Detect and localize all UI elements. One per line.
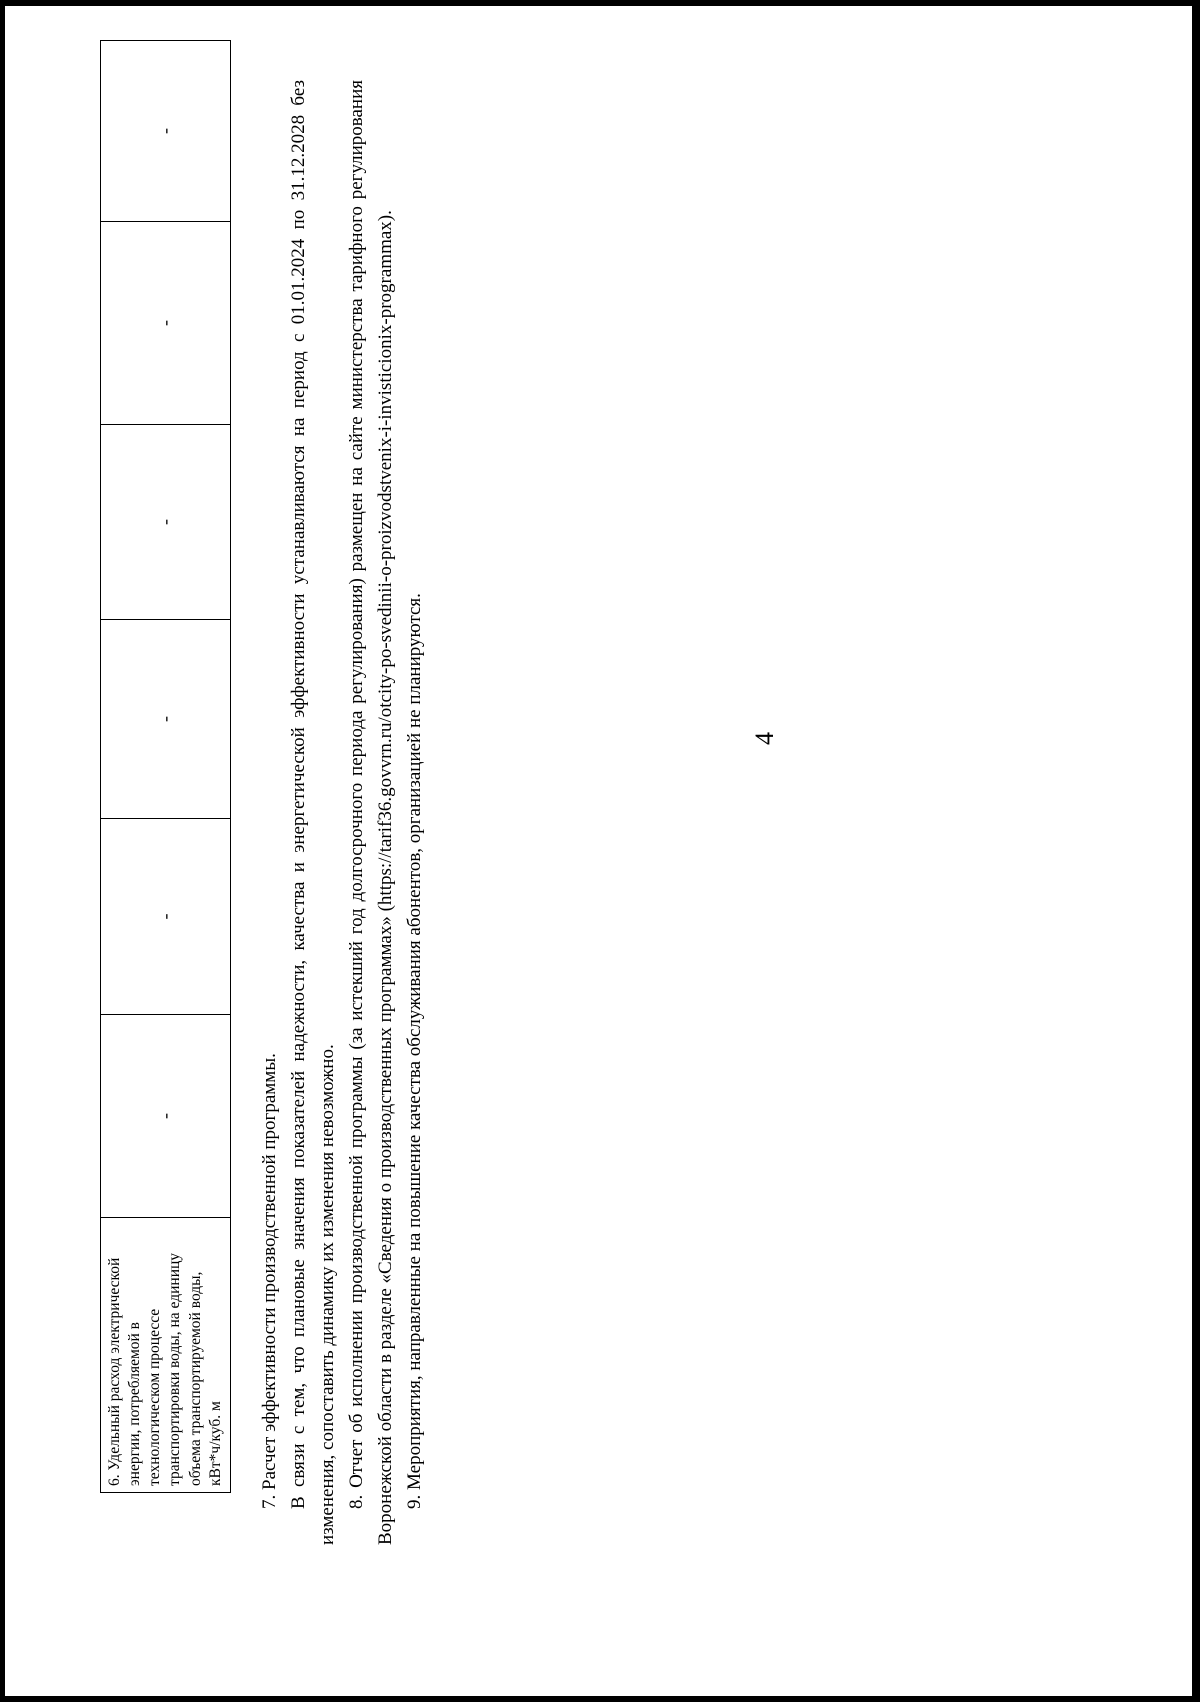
table-cell: - <box>101 222 231 425</box>
paragraph-7: 7. Расчет эффективности производственной программы. <box>259 1053 280 1509</box>
table-cell: - <box>101 41 231 222</box>
table-cell: - <box>101 425 231 620</box>
indicator-table <box>100 40 231 1493</box>
body-text <box>255 80 429 1545</box>
paragraph-8: 8. Отчет об исполнении производственной программы (за истекший год долгосрочного периода регулирования) размещен на сайте министерства тарифного регулирования Воронежской области в разделе «Сведения о производственных программах» (https://tarif36.govvrn.ru/otcity-po-svedinii-o-proizvodstvenix-i-invisticionix-programmax). <box>346 80 396 1545</box>
page-number: 4 <box>750 732 779 745</box>
indicator-label: 6. Удельный расход электрической энергии, потребляемой в технологическом процессе транспортировки воды, на единицу объема транспортируемой воды, кВт*ч/куб. м <box>101 1218 231 1493</box>
table-cell: - <box>101 819 231 1015</box>
paragraph-9: 9. Мероприятия, направленные на повышение качества обслуживания абонентов, организацией не планируются. <box>404 593 425 1509</box>
table-cell: - <box>101 620 231 819</box>
paragraph-efficiency: В связи с тем, что плановые значения показателей надежности, качества и энергетической эффективности устанавливаются на период с 01.01.2024 по 31.12.2028 без изменения, сопоставить динамику их изменения невозможно. <box>288 80 338 1545</box>
table-cell: - <box>101 1015 231 1218</box>
rotated-page-content <box>100 40 779 1545</box>
table-row <box>101 41 231 1493</box>
